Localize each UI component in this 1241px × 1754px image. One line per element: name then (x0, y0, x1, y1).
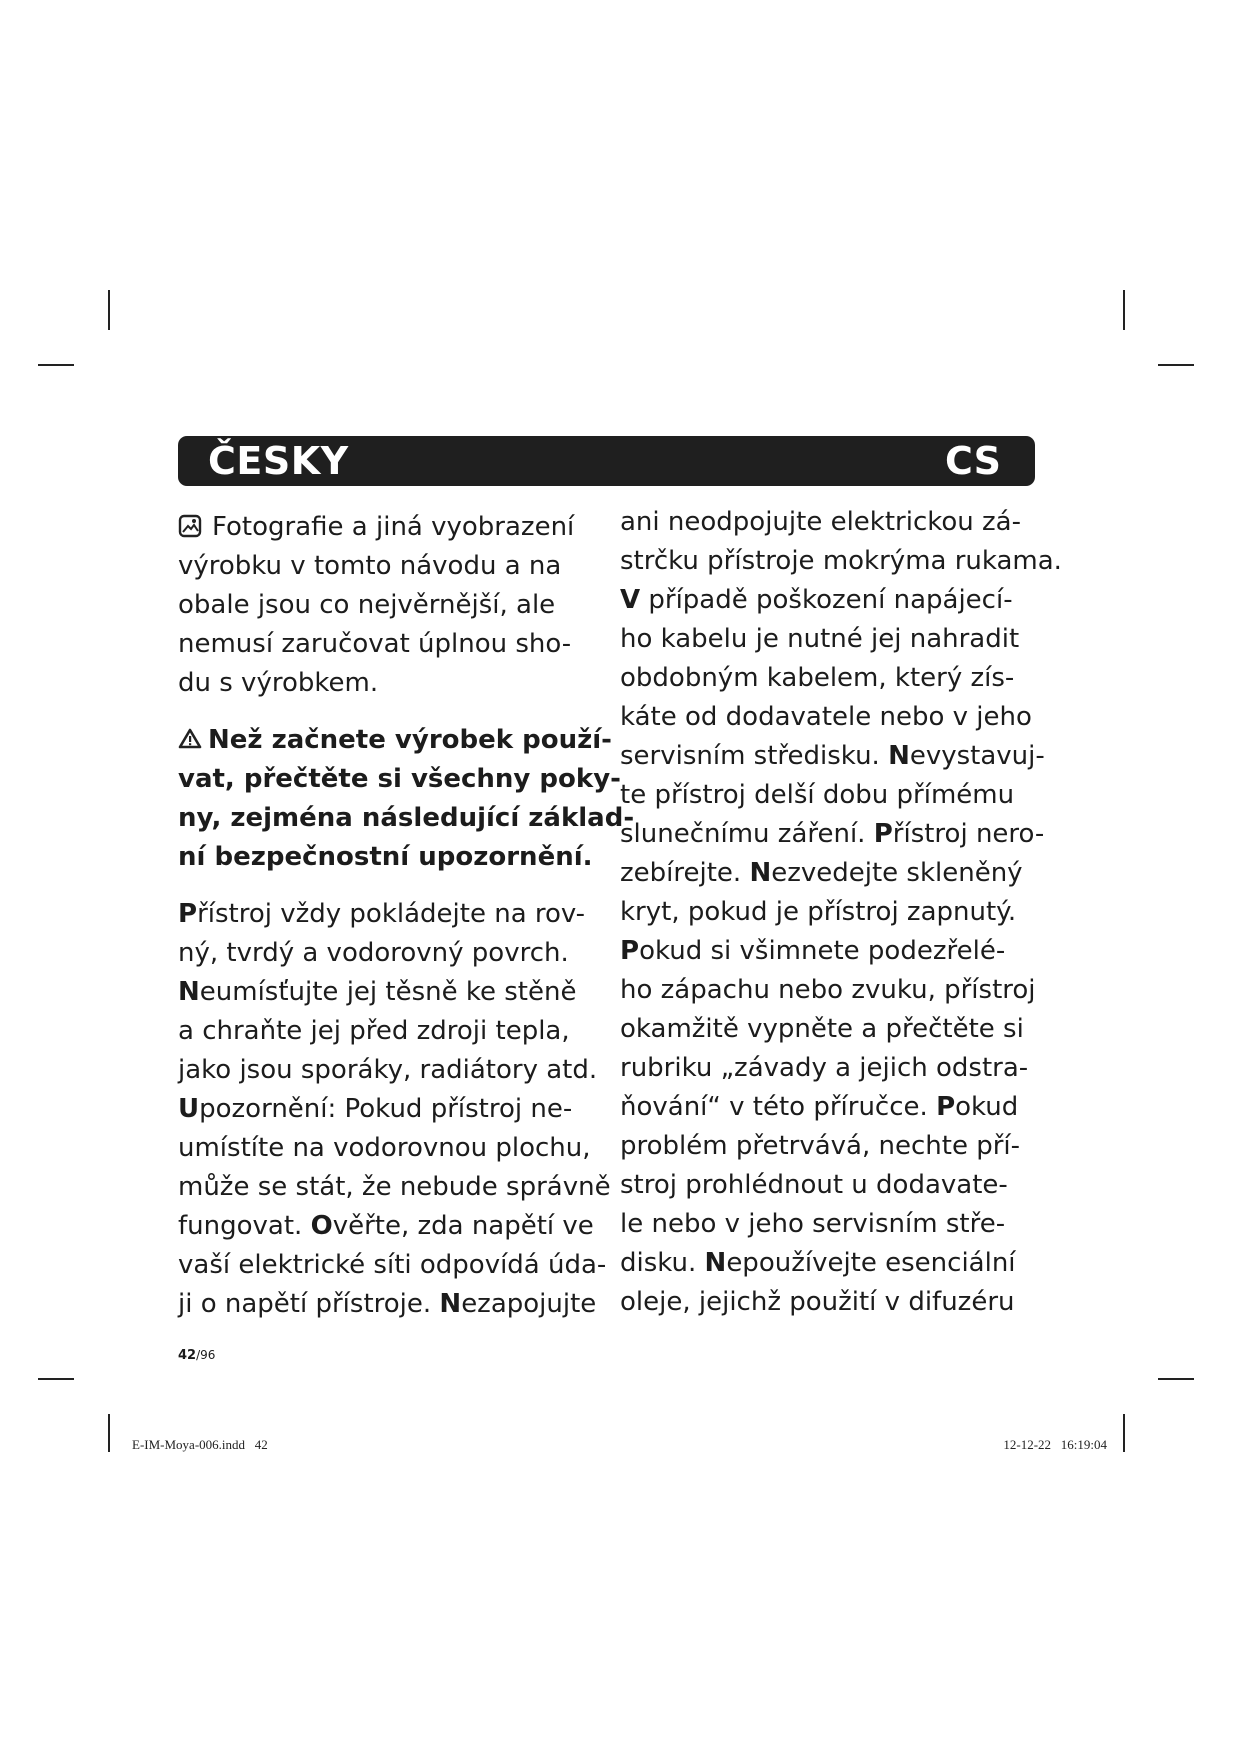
footer-datetime: 12-12-22 16:19:04 (1003, 1437, 1107, 1452)
text-line: obdobným kabelem, který zís- (620, 663, 1015, 693)
text-line: strčku přístroje mokrýma rukama. (620, 546, 1062, 576)
text-line: ani neodpojujte elektrickou zá- (620, 507, 1021, 537)
text-line: vaší elektrické síti odpovídá úda- (178, 1250, 607, 1280)
text-line: stroj prohlédnout u dodavate- (620, 1170, 1008, 1200)
right-column (620, 503, 1062, 1322)
text-line: oleje, jejichž použití v difuzéru (620, 1287, 1015, 1317)
crop-mark (1158, 1378, 1194, 1380)
text-line: rubriku „závady a jejich odstra- (620, 1053, 1029, 1083)
text-line: může se stát, že nebude správně (178, 1172, 611, 1202)
page-number: 42/96 (178, 1348, 216, 1363)
crop-mark (38, 364, 74, 366)
intro-line: du s výrobkem. (178, 668, 379, 698)
intro-line: nemusí zaručovat úplnou sho- (178, 629, 572, 659)
image-icon (178, 514, 202, 538)
text-line: ho zápachu nebo zvuku, přístroj (620, 975, 1036, 1005)
intro-line: Fotografie a jiná vyobrazení (212, 512, 575, 542)
text-line: jako jsou sporáky, radiátory atd. (178, 1055, 598, 1085)
safety-instructions-left (178, 895, 611, 1324)
photo-disclaimer (178, 508, 608, 703)
footer-filename: E-IM-Moya-006.indd 42 (132, 1437, 268, 1452)
text-line: ný, tvrdý a vodorovný povrch. (178, 938, 569, 968)
text-line: problém přetrvává, nechte pří- (620, 1131, 1021, 1161)
crop-mark (108, 1414, 110, 1452)
text-line: V případě poškození napájecí- (620, 585, 1013, 615)
crop-mark (1158, 364, 1194, 366)
text-line: slunečnímu záření. Přístroj nero- (620, 819, 1045, 849)
crop-mark (1123, 290, 1125, 330)
text-line: zebírejte. Nezvedejte skleněný (620, 858, 1023, 888)
text-line: disku. Nepoužívejte esenciální (620, 1248, 1016, 1278)
text-line: Neumísťujte jej těsně ke stěně (178, 977, 577, 1007)
text-line: okamžitě vypněte a přečtěte si (620, 1014, 1024, 1044)
language-code: CS (945, 439, 1001, 483)
warning-line: vat, přečtěte si všechny poky- (178, 764, 621, 794)
warning-line: ny, zejména následující základ- (178, 803, 635, 833)
warning-line: Než začnete výrobek použí- (208, 725, 612, 755)
text-line: le nebo v jeho servisním stře- (620, 1209, 1006, 1239)
text-line: Pokud si všimnete podezřelé- (620, 936, 1006, 966)
language-header-bar (178, 436, 1035, 486)
text-line: umístíte na vodorovnou plochu, (178, 1133, 591, 1163)
text-line: te přístroj delší dobu přímému (620, 780, 1015, 810)
text-line: fungovat. Ověřte, zda napětí ve (178, 1211, 594, 1241)
text-line: Přístroj vždy pokládejte na rov- (178, 899, 585, 929)
warning-line: ní bezpečnostní upozornění. (178, 842, 593, 872)
text-line: servisním středisku. Nevystavuj- (620, 741, 1045, 771)
text-line: ňování“ v této příručce. Pokud (620, 1092, 1019, 1122)
left-column (178, 508, 635, 1324)
crop-mark (108, 290, 110, 330)
text-line: ji o napětí přístroje. Nezapojujte (178, 1289, 597, 1319)
text-line: Upozornění: Pokud přístroj ne- (178, 1094, 573, 1124)
intro-line: výrobku v tomto návodu a na (178, 551, 562, 581)
crop-mark (1123, 1414, 1125, 1452)
text-line: ho kabelu je nutné jej nahradit (620, 624, 1020, 654)
warning-icon (178, 727, 202, 751)
crop-mark (38, 1378, 74, 1380)
intro-line: obale jsou co nejvěrnější, ale (178, 590, 556, 620)
safety-warning (178, 721, 635, 877)
text-line: kryt, pokud je přístroj zapnutý. (620, 897, 1017, 927)
text-line: a chraňte jej před zdroji tepla, (178, 1016, 570, 1046)
text-line: káte od dodavatele nebo v jeho (620, 702, 1032, 732)
language-title: ČESKY (208, 439, 349, 483)
